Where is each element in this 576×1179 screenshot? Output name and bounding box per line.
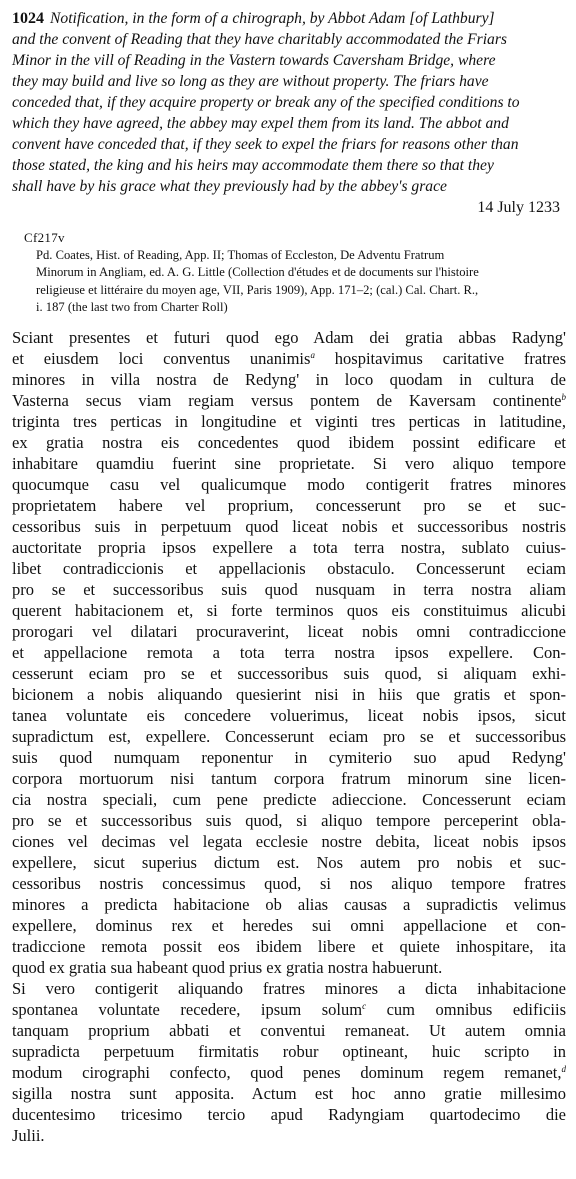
summary-line: shall have by his grace what they previously had by the abbey's grace xyxy=(12,178,447,195)
text-line: quocumque casu vel qualicumque modo contigerit fratres minores xyxy=(12,474,566,494)
text-line: minores in villa nostra de Redyng' in loco quodam in cultura de xyxy=(12,369,566,389)
text-line: Sciant presentes et futuri quod ego Adam dei gratia abbas Radyng' xyxy=(12,327,566,347)
text-line: spontanea voluntate recedere, ipsum solum$^c$ cum omnibus edificiis xyxy=(12,999,566,1019)
document-date: 14 July 1233 xyxy=(477,199,560,216)
summary-line: conceded that, if they acquire property or break any of the specified conditions to xyxy=(12,94,520,111)
text-line: ex gratia nostra eis concedentes quod ibidem possint edificare et xyxy=(12,432,566,452)
text-line: pro se et successoribus suis quod, si aliquo tempore perceperint obla- xyxy=(12,810,566,830)
text-line: bicionem a nobis aliquando quesierint nisi in hiis que gratis et spon- xyxy=(12,684,566,704)
text-line: expellere, dominus rex et heredes sui omni appellacione et con- xyxy=(12,915,566,935)
summary-line: 1024 Notification, in the form of a chirograph, by Abbot Adam [of Lathbury] xyxy=(12,10,495,27)
summary-line: which they have agreed, the abbey may expel them from its land. The abbot and xyxy=(12,115,509,132)
text-line: tanquam proprium abbati et conventui remaneat. Ut autem omnia xyxy=(12,1020,566,1040)
note-marker: b xyxy=(561,391,566,402)
text-line: cia nostra speciali, cum pene predicte adieccione. Concesserunt eciam xyxy=(12,789,566,809)
text-line: cesserunt eciam pro se et successoribus suis quod, si aliquam exhi- xyxy=(12,663,566,683)
summary-line: and the convent of Reading that they have charitably accommodated the Friars xyxy=(12,31,507,48)
text-line: sigilla nostra sunt apposita. Actum est hoc anno gratie millesimo xyxy=(12,1083,566,1103)
text-line: Si vero contigerit aliquando fratres minores a dicta inhabitacione xyxy=(12,978,566,998)
text-line: cessoribus suis in perpetuum quod liceat nobis et successoribus nostris xyxy=(12,516,566,536)
text-line: querent habitacionem et, si forte terminos quos eis constituimus alicubi xyxy=(12,600,566,620)
entry-summary xyxy=(12,8,566,197)
text-line: suis quod numquam reponentur in cymiterio suo apud Redyng' xyxy=(12,747,566,767)
citation xyxy=(24,247,566,317)
text-line: ducentesimo tricesimo tercio apud Radyngiam quartodecimo die xyxy=(12,1104,566,1124)
manuscript-reference: Cf217v xyxy=(24,230,65,245)
text-line: Julii. xyxy=(12,1125,45,1145)
text-line: corpora mortuorum nisi tantum corpora fratrum minorum sine licen- xyxy=(12,768,566,788)
text-line: ciones vel decimas vel legata ecclesie nostre debita, liceat nobis ipsos xyxy=(12,831,566,851)
text-line: triginta tres perticas in longitudine et viginti tres perticas in latitudine, xyxy=(12,411,566,431)
citation-line: religieuse et littéraire du moyen age, VII, Paris 1909), App. 171–2; (cal.) Cal. Chart. R., xyxy=(36,282,479,297)
text-line: prorogari vel dilatari procuraverint, liceat nobis omni contradiccione xyxy=(12,621,566,641)
text-line: tanea voluntate eis concedere voluerimus, liceat nobis ipsos, sicut xyxy=(12,705,566,725)
citation-line: Pd. Coates, Hist. of Reading, App. II; Thomas of Eccleston, De Adventu Fratrum xyxy=(36,247,445,262)
text-line: inhabitare quamdiu fuerint sine proprietate. Si vero aliquo tempore xyxy=(12,453,566,473)
text-line: et appellacione remota a tota terra nostra ipsos expellere. Con- xyxy=(12,642,566,662)
text-line: minores a predicta habitacione ob alias causas a supradictis velimus xyxy=(12,894,566,914)
document-number: 1024 xyxy=(12,10,44,27)
summary-line: convent have conceded that, if they seek to expel the friars for reasons other than xyxy=(12,136,519,153)
text-line: tradiccione remota possit eos ibidem libere et quiete inhospitare, ita xyxy=(12,936,566,956)
citation-line: i. 187 (the last two from Charter Roll) xyxy=(36,300,228,315)
latin-text xyxy=(12,327,566,1146)
note-marker: d xyxy=(561,1063,566,1074)
summary-line: Minor in the vill of Reading in the Vastern towards Caversham Bridge, where xyxy=(12,52,496,69)
text-line: supradictum est, expellere. Concesserunt eciam pro se et successoribus xyxy=(12,726,566,746)
source-block xyxy=(12,229,566,317)
text-line: auctoritate propria ipsos expellere a tota terra nostra, sublato cuius- xyxy=(12,537,566,557)
text-line: proprietatem habere vel proprium, concesserunt pro se et suc- xyxy=(12,495,566,515)
text-line: Vasterna secus viam regiam versus pontem de Kaversam continente$^b$ xyxy=(12,390,566,410)
text-line: modum cirographi confecto, quod penes dominum regem remanet,$^d$ xyxy=(12,1062,566,1082)
text-line: et eiusdem loci conventus unanimis$^a$ hospitavimus caritative fratres xyxy=(12,348,566,368)
text-line: supradicta perpetuum firmitatis robur optineant, huic scripto in xyxy=(12,1041,566,1061)
summary-line: those stated, the king and his heirs may accommodate them there so that they xyxy=(12,157,494,174)
summary-line: they may build and live so long as they are without property. The friars have xyxy=(12,73,489,90)
text-line: quod ex gratia sua habeant quod prius ex gratia nostra habuerunt. xyxy=(12,957,443,977)
text-line: pro se et successoribus suis quod nusquam in terra nostra aliam xyxy=(12,579,566,599)
text-line: expellere, sicut superius dictum est. Nos autem pro nobis et suc- xyxy=(12,852,566,872)
citation-line: Minorum in Angliam, ed. A. G. Little (Collection d'études et de documents sur l'histoire xyxy=(36,265,479,280)
note-marker: a xyxy=(310,349,315,360)
note-marker: c xyxy=(362,1000,367,1011)
text-line: cessoribus nostris concessimus quod, si nos aliquo tempore fratres xyxy=(12,873,566,893)
text-line: libet contradiccionis et appellacionis obstaculo. Concesserunt eciam xyxy=(12,558,566,578)
